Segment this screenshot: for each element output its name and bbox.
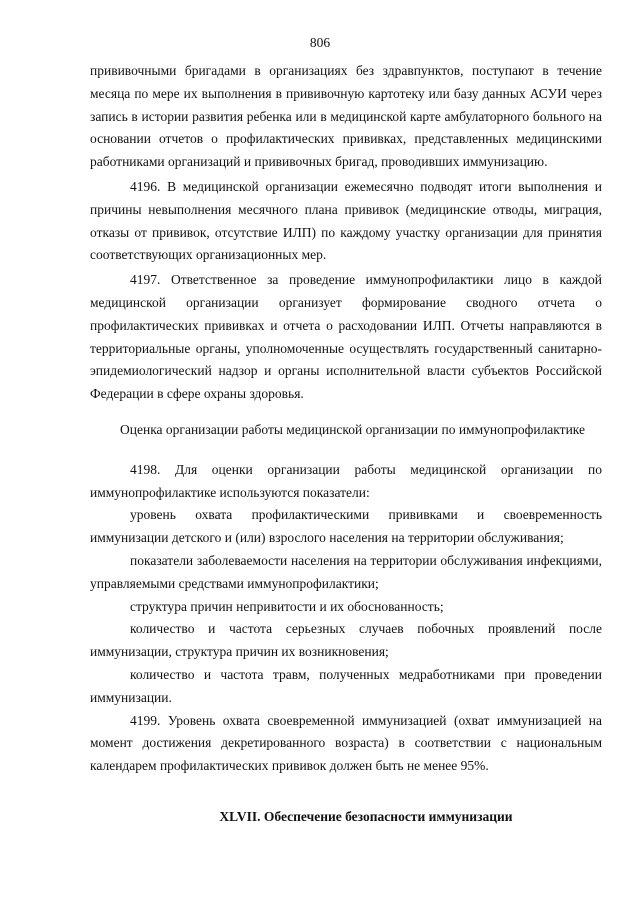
paragraph-4198: 4198. Для оценки организации работы медицинской организации по иммунопрофилактике используются показатели: — [90, 461, 602, 500]
indicator-item: количество и частота травм, полученных медработниками при проведении иммунизации. — [90, 666, 602, 705]
paragraph-4196: 4196. В медицинской организации ежемесячно подводят итоги выполнения и причины невыполнения месячного плана прививок (медицинские отводы, миграция, отказы от прививок, отсутствие ИЛП) по каждому участку организации для принятия соответствующих организационных мер. — [90, 178, 602, 263]
paragraph-4199: 4199. Уровень охвата своевременной иммунизацией (охват иммунизацией на момент достижения декретированного возраста) в соответствии с национальным календарем профилактических прививок должен быть не менее 95%. — [90, 712, 602, 774]
paragraph-continuation: прививочными бригадами в организациях без здравпунктов, поступают в течение месяца по мере их выполнения в прививочную картотеку или базу данных АСУИ через запись в истории развития ребенка или в медицинской карте амбулаторного больного на основании отчетов о профилактических прививках, представленных медицинскими работниками организаций и прививочных бригад, проводивших иммунизацию. — [90, 63, 602, 170]
indicator-item: структура причин непривитости и их обоснованность; — [130, 598, 444, 614]
paragraph-4197: 4197. Ответственное за проведение иммунопрофилактики лицо в каждой медицинской организации организует формирование сводного отчета о профилактических прививках и отчета о расходовании ИЛП. Отчеты направляются в территориальные органы, уполномоченные осуществлять государственный санитарно-эпидемиологический надзор и органы исполнительной власти субъектов Российской Федерации в сфере охраны здоровья. — [90, 272, 602, 402]
document-body — [90, 60, 602, 829]
indicator-item: уровень охвата профилактическими прививками и своевременность иммунизации детского и (или) взрослого населения на территории обслуживания; — [90, 507, 602, 546]
indicator-item: количество и частота серьезных случаев побочных проявлений после иммунизации, структура причин их возникновения; — [90, 621, 602, 660]
page-number: 806 — [309, 35, 331, 50]
subsection-heading: Оценка организации работы медицинской организации по иммунопрофилактике — [120, 421, 586, 437]
indicator-item: показатели заболеваемости населения на территории обслуживания инфекциями, управляемыми средствами иммунопрофилактики; — [90, 552, 602, 591]
section-heading: XLVII. Обеспечение безопасности иммунизации — [219, 808, 513, 824]
